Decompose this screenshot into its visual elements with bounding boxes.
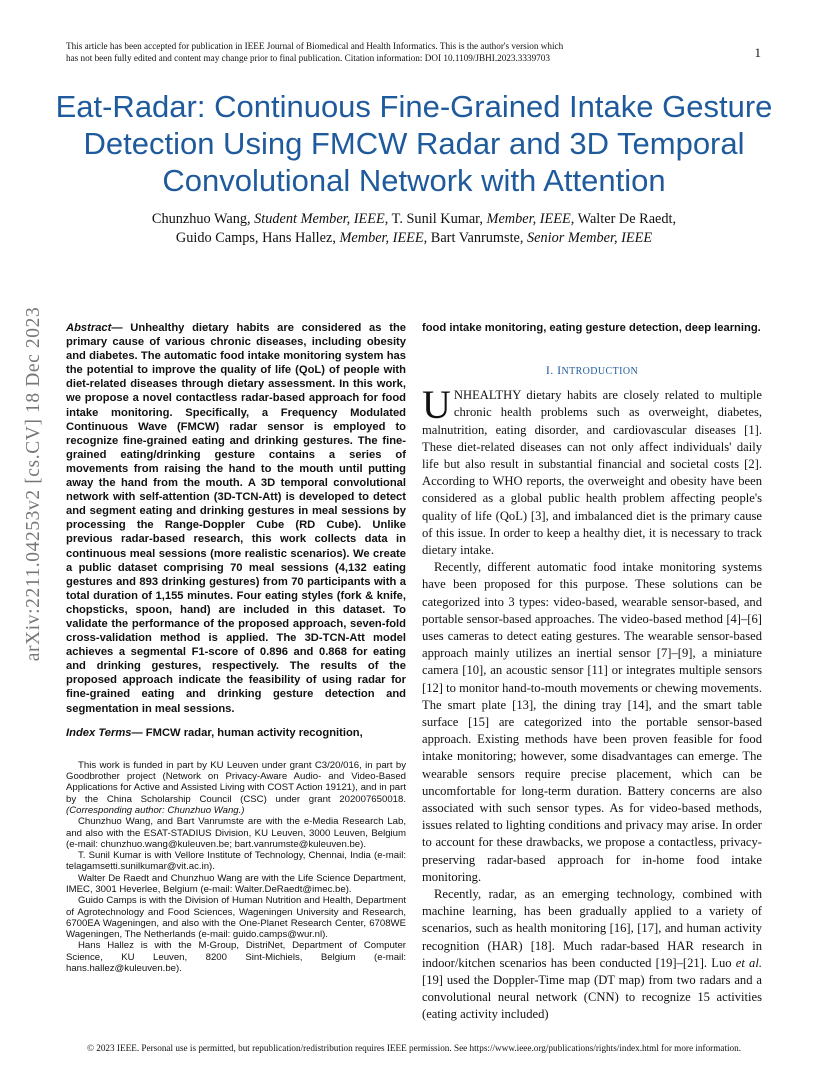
intro-paragraph-3 (422, 886, 762, 1024)
index-terms (66, 726, 406, 740)
copyright-footer: © 2023 IEEE. Personal use is permitted, but republication/redistribution requires IEEE permission. See https://www.ieee.org/publications/rights/index.html for more information. (86, 1043, 742, 1053)
section-heading (422, 363, 762, 378)
footnote-affiliation: T. Sunil Kumar is with Vellore Institute of Technology, Chennai, India (e-mail: telagamsetti.sunilkumar@vit.ac.in). (66, 850, 406, 873)
abstract-text: Unhealthy dietary habits are considered as the primary cause of various chronic diseases, including obesity and diabetes. The automatic food intake monitoring system has the potential to improve the quality of life (QoL) of people with diet-related diseases through dietary assessment. In this work, we propose a novel contactless radar-based approach for food intake monitoring. Specifically, a Frequency Modulated Continuous Wave (FMCW) radar sensor is employed to recognize fine-grained eating and drinking gestures. The fine-grained eating/drinking gesture contains a series of movements from raising the hand to the mouth until putting away the hand from the mouth. A 3D temporal convolutional network with self-attention (3D-TCN-Att) is developed to detect and segment eating and drinking gestures in meal sessions by processing the Range-Doppler Cube (RD Cube). Unlike previous radar-based research, this work collects data in continuous meal sessions (more realistic scenarios). We create a public dataset comprising 70 meal sessions (4,132 eating gestures and 893 drinking gestures) from 70 participants with a total duration of 1,155 minutes. Four eating styles (fork & knife, chopsticks, spoon, hand) are included in this dataset. To validate the performance of the proposed approach, seven-fold cross-validation method is applied. The 3D-TCN-Att model achieves a segmental F1-score of 0.896 and 0.868 for eating and drinking gestures, respectively. The results of the proposed approach indicate the feasibility of using radar for fine-grained eating and drinking gesture detection and segmentation in meal sessions. (66, 322, 406, 715)
page-number: 1 (754, 45, 761, 60)
first-word: NHEALTHY (453, 388, 521, 403)
arxiv-stamp (20, 284, 48, 684)
section-title: NTRODUCTION (561, 366, 639, 378)
footnote-text: This work is funded in part by KU Leuven under grant C3/20/016, in part by Goodbrother project (Network on Privacy-Aware Audio- and Video-Based Applications for Active and Assisted Living with COST Action 19121), and in part by the China Scholarship Council (CSC) under grant 202007650018. (66, 759, 406, 805)
corresponding-author: (Corresponding author: Chunzhuo Wang.) (66, 804, 245, 816)
arxiv-identifier[interactable]: arXiv:2211.04253v2 [cs.CV] 18 Dec 2023 (23, 306, 44, 662)
right-column (422, 321, 762, 1024)
abstract (66, 321, 406, 716)
abstract-label: Abstract (66, 322, 112, 334)
paper-title: Eat-Radar: Continuous Fine-Grained Intake Gesture Detection Using FMCW Radar and 3D Temporal Convolutional Network with Attention (55, 89, 773, 198)
author-membership: Senior Member, IEEE (527, 230, 653, 246)
drop-cap: U (422, 382, 451, 428)
section-number: I. I (545, 363, 562, 378)
left-column (66, 321, 406, 974)
et-al: et al. (735, 955, 762, 970)
paragraph-text: Recently, radar, as an emerging technology, combined with machine learning, has been gradually applied to a variety of scenarios, such as health monitoring [16], [17], and human activity recognition (HAR) [18]. Much radar-based HAR research in indoor/kitchen scenarios has been conducted [19]–[21]. Luo (422, 886, 762, 970)
footnote-affiliation: Chunzhuo Wang, and Bart Vanrumste are with the e-Media Research Lab, and also with the ESAT-STADIUS Division, KU Leuven, 3000 Leuven, Belgium (e-mail: chunzhuo.wang@kuleuven.be; bart.vanrumste@kuleuven.be). (66, 816, 406, 850)
index-terms-text: FMCW radar, human activity recognition, (145, 726, 363, 739)
abstract-separator: — (111, 322, 131, 334)
paragraph-text: dietary habits are closely related to multiple chronic health problems such as overweight, diabetes, malnutrition, eating disorder, and cardiovascular diseases [1]. These diet-related diseases can not only affect individuals' daily life but also result in substantial financial and societal costs [2]. According to WHO reports, the overweight and obesity have been considered as a global public health problem affecting people's quality of life (QoL) [3], and imbalanced diet is the primary cause of this issue. In order to keep a healthy diet, it is necessary to track dietary intake. (422, 388, 762, 557)
author-membership: Member, IEEE (339, 230, 424, 246)
author-name: Chunzhuo Wang, (151, 211, 255, 227)
footnotes (66, 760, 406, 975)
publication-note-line-1: This article has been accepted for publication in IEEE Journal of Biomedical and Health Informatics. This is the author's version which (66, 41, 564, 51)
author-membership: Member, IEEE (486, 211, 571, 227)
index-terms-label: Index Terms (66, 726, 132, 739)
index-terms-continued: food intake monitoring, eating gesture detection, deep learning. (422, 322, 761, 334)
footnote-affiliation: Hans Hallez is with the M-Group, DistriNet, Department of Computer Science, KU Leuven, 8200 Sint-Michiels, Belgium (e-mail: hans.hallez@kuleuven.be). (66, 940, 406, 975)
author-name: , Bart Vanrumste, (423, 230, 528, 246)
paragraph-text: [19] used the Doppler-Time map (DT map) from two radars and a convolutional neural network (CNN) to recognize 15 activities (eating activity included) (422, 973, 762, 1022)
author-name: Guido Camps, Hans Hallez, (175, 230, 340, 246)
footnote-funding (66, 760, 406, 816)
intro-paragraph-2: Recently, different automatic food intake monitoring systems have been proposed for this purpose. These solutions can be categorized into 3 types: video-based, wearable sensor-based, and portable sensor-based approaches. The video-based method [4]–[6] uses cameras to detect eating gestures. The wearable sensor-based approach mainly utilizes an inertial sensor [7]–[9], a miniature camera [10], an acoustic sensor [11] or integrates multiple sensors [12] to monitor hand-to-mouth movements or chewing movements. The smart plate [13], the dining tray [14], and the smart table surface [15] are categorized into the portable sensor-based approach. Existing methods have been proven feasible for food intake monitoring; however, some disadvantages can emerge. The wearable sensors require precise placement, which can be uncomfortable for long-term duration. Battery concerns are also associated with such sensor types. As for video-based methods, issues related to lighting conditions and privacy may arise. In order to account for these drawbacks, we propose a contactless, privacy-preserving radar-based approach for in-home food intake monitoring. (422, 560, 762, 884)
footnote-affiliation: Guido Camps is with the Division of Human Nutrition and Health, Department of Agrotechnology and Food Sciences, Wageningen University and Research, 6700EA Wageningen, and also with the One-Planet Research Center, 6708WE Wageningen, The Netherlands (e-mail: guido.camps@wur.nl). (66, 895, 406, 941)
author-name: , T. Sunil Kumar, (384, 211, 487, 227)
index-terms-separator: — (131, 726, 146, 739)
publication-note (66, 40, 706, 64)
footnote-affiliation: Walter De Raedt and Chunzhuo Wang are with the Life Science Department, IMEC, 3001 Heverlee, Belgium (e-mail: Walter.DeRaedt@imec.be). (66, 872, 406, 895)
intro-paragraph-1 (422, 382, 762, 559)
publication-note-line-2: has not been fully edited and content may change prior to final publication. Citation information: DOI 10.1109/JBHI.2023.3339703 (66, 53, 550, 63)
author-list (70, 210, 758, 248)
author-membership: Student Member, IEEE (254, 211, 385, 227)
author-name: , Walter De Raedt, (570, 211, 677, 227)
